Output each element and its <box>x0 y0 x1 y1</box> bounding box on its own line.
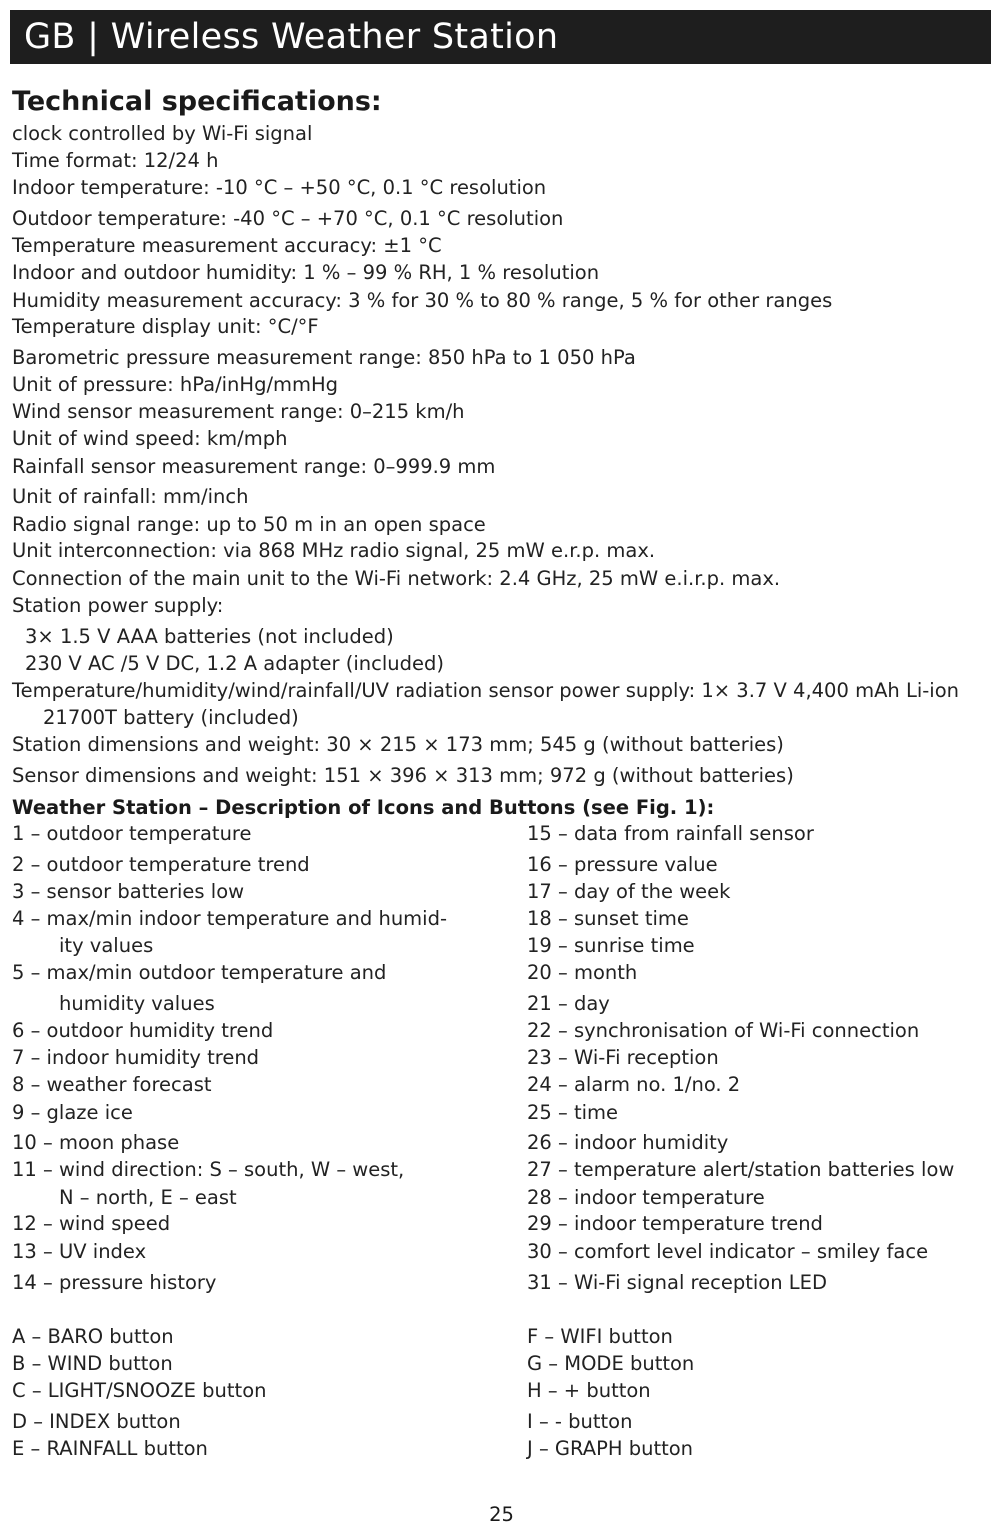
spec-line: Unit of pressure: hPa/inHg/mmHg <box>12 373 339 396</box>
icon-list-item: 22 – synchronisation of Wi-Fi connection <box>527 1019 920 1042</box>
spec-line: 230 V AC /5 V DC, 1.2 A adapter (included) <box>25 652 445 675</box>
spec-line: Temperature measurement accuracy: ±1 °C <box>12 234 442 257</box>
icons-buttons-title: Weather Station – Description of Icons and Buttons (see Fig. 1): <box>12 796 715 819</box>
button-list-item: B – WIND button <box>12 1352 173 1375</box>
button-list-item: G – MODE button <box>527 1352 695 1375</box>
icon-list-item: 1 – outdoor temperature <box>12 822 252 845</box>
spec-line: Wind sensor measurement range: 0–215 km/h <box>12 400 465 423</box>
button-list-item: C – LIGHT/SNOOZE button <box>12 1379 267 1402</box>
spec-line: Station power supply: <box>12 594 224 617</box>
button-list-item: D – INDEX button <box>12 1410 181 1433</box>
icon-list-item: 3 – sensor batteries low <box>12 880 245 903</box>
icon-list-item: 30 – comfort level indicator – smiley face <box>527 1240 929 1263</box>
icon-list-item: 24 – alarm no. 1/no. 2 <box>527 1073 741 1096</box>
icon-list-item: 2 – outdoor temperature trend <box>12 853 310 876</box>
spec-line: Radio signal range: up to 50 m in an open space <box>12 513 486 536</box>
spec-line: Temperature display unit: °C/°F <box>12 315 319 338</box>
spec-line: Unit of rainfall: mm/inch <box>12 485 249 508</box>
icon-list-item: 4 – max/min indoor temperature and humid- <box>12 907 448 930</box>
icon-list-item: 7 – indoor humidity trend <box>12 1046 260 1069</box>
icon-list-item: 23 – Wi-Fi reception <box>527 1046 719 1069</box>
spec-line: Barometric pressure measurement range: 850 hPa to 1 050 hPa <box>12 346 636 369</box>
spec-line: Unit interconnection: via 868 MHz radio signal, 25 mW e.r.p. max. <box>12 539 656 562</box>
icon-list-item: 15 – data from rainfall sensor <box>527 822 814 845</box>
icon-list-item: 28 – indoor temperature <box>527 1186 765 1209</box>
icon-list-item: N – north, E – east <box>59 1186 237 1209</box>
icon-list-item: 20 – month <box>527 961 638 984</box>
icon-list-item: 18 – sunset time <box>527 907 689 930</box>
icon-list-item: 5 – max/min outdoor temperature and <box>12 961 387 984</box>
button-list-item: A – BARO button <box>12 1325 174 1348</box>
spec-line: Rainfall sensor measurement range: 0–999.9 mm <box>12 455 496 478</box>
icon-list-item: 14 – pressure history <box>12 1271 217 1294</box>
icon-list-item: 16 – pressure value <box>527 853 718 876</box>
spec-line: Station dimensions and weight: 30 × 215 × 173 mm; 545 g (without batteries) <box>12 733 784 756</box>
button-list-item: F – WIFI button <box>527 1325 673 1348</box>
spec-line: Connection of the main unit to the Wi-Fi network: 2.4 GHz, 25 mW e.i.r.p. max. <box>12 567 781 590</box>
icon-list-item: 31 – Wi-Fi signal reception LED <box>527 1271 827 1294</box>
spec-line: 3× 1.5 V AAA batteries (not included) <box>25 625 394 648</box>
icon-list-item: 27 – temperature alert/station batteries low <box>527 1158 955 1181</box>
icon-list-item: 17 – day of the week <box>527 880 731 903</box>
spec-line: clock controlled by Wi-Fi signal <box>12 122 313 145</box>
spec-line: Outdoor temperature: -40 °C – +70 °C, 0.1 °C resolution <box>12 207 564 230</box>
icon-list-item: humidity values <box>59 992 215 1015</box>
button-list-item: J – GRAPH button <box>527 1437 694 1460</box>
icon-list-item: 9 – glaze ice <box>12 1101 133 1124</box>
icon-list-item: 12 – wind speed <box>12 1212 171 1235</box>
spec-line: Humidity measurement accuracy: 3 % for 30 % to 80 % range, 5 % for other ranges <box>12 289 833 312</box>
spec-line: Unit of wind speed: km/mph <box>12 427 288 450</box>
icon-list-item: 10 – moon phase <box>12 1131 180 1154</box>
icon-list-item: 26 – indoor humidity <box>527 1131 729 1154</box>
spec-line: Indoor temperature: -10 °C – +50 °C, 0.1 °C resolution <box>12 176 547 199</box>
button-list-item: E – RAINFALL button <box>12 1437 208 1460</box>
icon-list-item: 11 – wind direction: S – south, W – west, <box>12 1158 405 1181</box>
page-number: 25 <box>489 1503 514 1526</box>
spec-line: Temperature/humidity/wind/rainfall/UV radiation sensor power supply: 1× 3.7 V 4,400 mAh Li-ion <box>12 679 959 702</box>
icon-list-item: 8 – weather forecast <box>12 1073 212 1096</box>
spec-line: 21700T battery (included) <box>43 706 299 729</box>
icon-list-item: 19 – sunrise time <box>527 934 695 957</box>
icon-list-item: ity values <box>59 934 154 957</box>
page-header: GB | Wireless Weather Station <box>10 10 991 64</box>
button-list-item: H – + button <box>527 1379 651 1402</box>
icon-list-item: 13 – UV index <box>12 1240 147 1263</box>
spec-line: Indoor and outdoor humidity: 1 % – 99 % RH, 1 % resolution <box>12 261 600 284</box>
specs-title: Technical specifications: <box>12 86 382 117</box>
spec-line: Sensor dimensions and weight: 151 × 396 × 313 mm; 972 g (without batteries) <box>12 764 794 787</box>
icon-list-item: 6 – outdoor humidity trend <box>12 1019 274 1042</box>
button-list-item: I – - button <box>527 1410 633 1433</box>
icon-list-item: 29 – indoor temperature trend <box>527 1212 823 1235</box>
spec-line: Time format: 12/24 h <box>12 149 219 172</box>
icon-list-item: 21 – day <box>527 992 610 1015</box>
icon-list-item: 25 – time <box>527 1101 619 1124</box>
